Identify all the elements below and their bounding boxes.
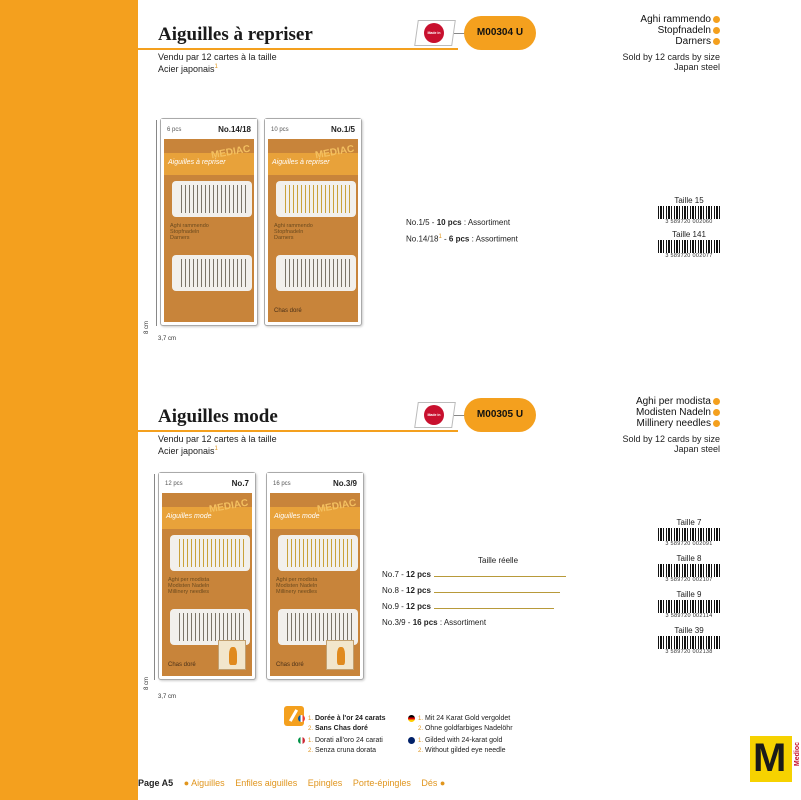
footer-item[interactable]: Epingles xyxy=(307,778,343,788)
legend-fr: 1. Dorée à l'or 24 carats 2. Sans Chas doré xyxy=(298,714,386,734)
card-number: No.3/9 xyxy=(332,479,357,488)
needle-window xyxy=(172,255,252,291)
card-langs: Aghi rammendo Stopfnadeln Darners xyxy=(170,223,209,241)
needles-image xyxy=(176,539,244,567)
footer-item[interactable]: Dés ● xyxy=(421,778,446,788)
page-footer xyxy=(138,778,800,788)
translations xyxy=(636,396,720,429)
made-in-japan-badge: Made in JAPAN xyxy=(424,23,444,43)
barcode-number: 3 589720 002107 xyxy=(665,577,713,583)
needle-window xyxy=(278,535,358,571)
flag-de-icon xyxy=(713,27,720,34)
footer-item[interactable]: Porte-épingles xyxy=(352,778,411,788)
page-number: Page A5 xyxy=(138,778,174,788)
dimension-line xyxy=(156,120,157,326)
card-brand: MEDIAC xyxy=(313,143,355,162)
product-card xyxy=(160,118,258,326)
dimension-height: 8 cm xyxy=(144,676,150,690)
barcode xyxy=(658,518,720,547)
card-brand: MEDIAC xyxy=(207,497,249,516)
needles-image xyxy=(282,185,350,213)
lang-en: Millinery needles xyxy=(636,418,711,429)
barcode-bars xyxy=(658,600,720,613)
product-card xyxy=(266,472,364,680)
size-row: No.8 - 12 pcs xyxy=(382,586,431,595)
logo-letter: M xyxy=(753,736,787,780)
legend-de: 1. Mit 24 Karat Gold vergoldet 2. Ohne goldfarbiges Nadelöhr xyxy=(408,714,513,734)
footer-item[interactable]: ● Aiguilles xyxy=(183,778,225,788)
card-chas: Chas doré xyxy=(168,662,196,668)
card-number: No.7 xyxy=(231,479,249,488)
size-row: $No.14/18^1 - 6$ pcs : Assortiment xyxy=(406,234,518,244)
card-label: Aiguilles à repriser xyxy=(272,159,330,166)
section-title: Aiguilles mode xyxy=(158,406,278,427)
needle-window xyxy=(276,255,356,291)
sold-fr: Vendu par 12 cartes à la taille xyxy=(158,434,277,444)
size-row: No.7 - 12 pcs xyxy=(382,570,431,579)
dimension-width: 3,7 cm xyxy=(158,336,177,342)
needles-image xyxy=(282,259,350,287)
flag-de-icon xyxy=(713,409,720,416)
needles-image xyxy=(176,613,244,641)
barcode-number: 3 589720 002138 xyxy=(665,649,713,655)
card-chas: Chas doré xyxy=(274,308,302,314)
sold-en: Sold by 12 cards by size xyxy=(622,52,720,62)
flag-fr-icon xyxy=(298,715,305,722)
lang-it: Aghi rammendo xyxy=(640,14,711,25)
barcode-label: Taille 8 xyxy=(676,554,702,563)
barcode xyxy=(658,554,720,583)
steel-fr: Acier japonais xyxy=(158,446,215,456)
title-rule xyxy=(138,430,458,432)
card-brand: MEDIAC xyxy=(209,143,251,162)
logo-text: Medioc xyxy=(794,742,801,767)
needle-actual-size xyxy=(434,576,566,577)
card-langs: Aghi per modista Modisten Nadeln Millinery needles xyxy=(276,577,318,595)
flag-en-icon xyxy=(713,420,720,427)
needle-actual-size xyxy=(434,592,560,593)
lang-it: Aghi per modista xyxy=(635,396,711,407)
sold-en: Sold by 12 cards by size xyxy=(622,434,720,444)
card-langs: Aghi per modista Modisten Nadeln Millinery needles xyxy=(168,577,210,595)
sold-info-fr: Vendu par 12 cartes à la taille Acier japonais$^1$ xyxy=(158,52,277,74)
barcode-label: Taille 9 xyxy=(676,590,702,599)
product-card xyxy=(158,472,256,680)
lady-illustration-icon xyxy=(326,640,354,670)
flag-en-icon xyxy=(713,38,720,45)
size-row: No.1/5 - 10 pcs : Assortiment xyxy=(406,218,511,227)
steel-fr: Acier japonais xyxy=(158,64,215,74)
barcode xyxy=(658,590,720,619)
card-pcs: 12 pcs xyxy=(165,481,183,487)
needle-window xyxy=(170,535,250,571)
card-label: Aiguilles mode xyxy=(166,513,212,520)
barcode-number: 3 589720 002077 xyxy=(665,253,713,259)
section-title: Aiguilles à repriser xyxy=(158,24,313,45)
card-chas: Chas doré xyxy=(276,662,304,668)
section-millinery xyxy=(138,390,800,700)
lang-de: Modisten Nadeln xyxy=(635,407,711,418)
sold-info-en xyxy=(622,52,720,72)
steel-en: Japan steel xyxy=(673,444,720,454)
orange-side-bar xyxy=(0,0,138,800)
barcode-number: 3 589720 002114 xyxy=(665,613,713,619)
catalog-page xyxy=(138,0,800,800)
size-row: No.3/9 - 16 pcs : Assortiment xyxy=(382,618,487,627)
barcode-bars xyxy=(658,206,720,219)
barcode-number: 3 589720 002091 xyxy=(665,541,713,547)
sold-info-en xyxy=(622,434,720,454)
card-label: Aiguilles à repriser xyxy=(168,159,226,166)
card-pcs: 10 pcs xyxy=(271,127,289,133)
barcode xyxy=(658,626,720,655)
dimension-width: 3,7 cm xyxy=(158,694,177,700)
flag-it-icon xyxy=(713,398,720,405)
card-brand: MEDIAC xyxy=(315,497,357,516)
title-rule xyxy=(138,48,458,50)
flag-it-icon xyxy=(713,16,720,23)
made-in-japan-badge: Made in JAPAN xyxy=(424,405,444,425)
lang-de: Stopfnadeln xyxy=(657,25,711,36)
needles-image xyxy=(178,259,246,287)
barcode-number: 3 589720 002060 xyxy=(665,219,713,225)
dimension-height: 8 cm xyxy=(144,320,150,334)
flag-it-icon xyxy=(298,737,305,744)
sold-info-fr: Vendu par 12 cartes à la taille Acier japonais$^1$ xyxy=(158,434,277,456)
needles-image xyxy=(284,539,352,567)
barcode-label: Taille 15 xyxy=(674,196,704,205)
reference-number: M00305 U xyxy=(464,398,536,432)
needle-window xyxy=(172,181,252,217)
translations xyxy=(640,14,720,47)
lang-en: Darners xyxy=(675,36,711,47)
card-number: No.14/18 xyxy=(218,125,251,134)
barcode-bars xyxy=(658,636,720,649)
needle-window xyxy=(276,181,356,217)
needles-image xyxy=(178,185,246,213)
barcode-bars xyxy=(658,528,720,541)
card-number: No.1/5 xyxy=(330,125,355,134)
flag-uk-icon xyxy=(408,737,415,744)
card-langs: Aghi rammendo Stopfnadeln Darners xyxy=(274,223,313,241)
legend-en: 1. Gilded with 24-karat gold 2. Without gilded eye needle xyxy=(408,736,506,756)
needles-image xyxy=(284,613,352,641)
size-row: No.9 - 12 pcs xyxy=(382,602,431,611)
barcode-bars xyxy=(658,240,720,253)
card-label: Aiguilles mode xyxy=(274,513,320,520)
footer-item[interactable]: Enfiles aiguilles xyxy=(235,778,298,788)
product-card xyxy=(264,118,362,326)
barcode-label: Taille 141 xyxy=(672,230,706,239)
barcode-label: Taille 7 xyxy=(676,518,702,527)
steel-en: Japan steel xyxy=(673,62,720,72)
legend-it: 1. Dorati all'oro 24 carati 2. Senza cruna dorata xyxy=(298,736,383,756)
card-pcs: 6 pcs xyxy=(167,127,182,133)
needle-actual-size xyxy=(434,608,554,609)
barcode-bars xyxy=(658,564,720,577)
card-pcs: 16 pcs xyxy=(273,481,291,487)
reference-number: M00304 U xyxy=(464,16,536,50)
real-size-label: Taille réelle xyxy=(478,556,519,565)
gilding-legend xyxy=(284,706,604,756)
sold-fr: Vendu par 12 cartes à la taille xyxy=(158,52,277,62)
barcode-label: Taille 39 xyxy=(674,626,704,635)
barcode xyxy=(658,196,720,225)
lady-illustration-icon xyxy=(218,640,246,670)
flag-de-icon xyxy=(408,715,415,722)
barcode xyxy=(658,230,720,259)
section-darners xyxy=(138,0,800,380)
dimension-line xyxy=(154,474,155,680)
medioc-logo xyxy=(750,736,801,782)
